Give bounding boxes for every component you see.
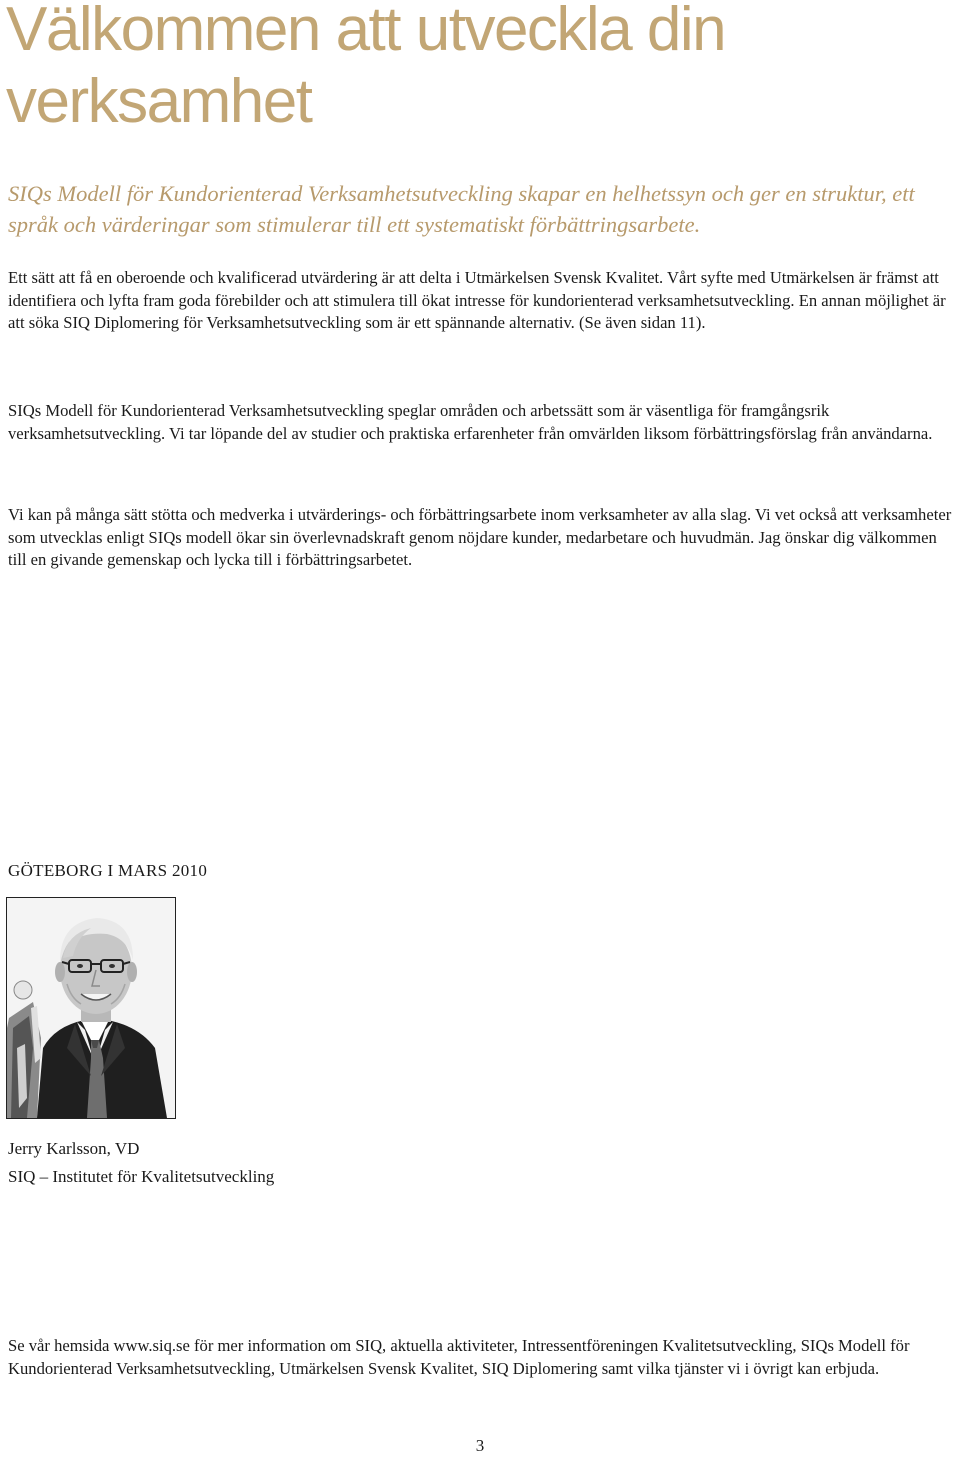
body-paragraph: Vi kan på många sätt stötta och medverka i utvärderings- och förbättringsarbete inom verksamheter av alla slag. Vi vet också att verksamheter som utvecklas enligt SIQs modell ökar sin överlevnadskraft genom nöjdare kunder, medarbetare och huvudmän. Jag önskar dig välkommen till en givande gemenskap och lycka till i förbättringsarbetet.	[8, 505, 952, 570]
place-date: GÖTEBORG I MARS 2010	[8, 861, 208, 880]
body-paragraph: SIQs Modell för Kundorienterad Verksamhetsutveckling speglar områden och arbetssätt som är väsentliga för framgångsrik verksamhetsutveckling. Vi tar löpande del av studier och praktiska erfarenheter från omvärlden liksom förbättringsförslag från användarna.	[8, 401, 933, 443]
page-number: 3	[475, 1436, 485, 1455]
portrait-photo	[6, 897, 176, 1119]
lead-paragraph: SIQs Modell för Kundorienterad Verksamhetsutveckling skapar en helhetssyn och ger en struktur, ett språk och värderingar som stimulerar till ett systematiskt förbättringsarbete.	[8, 181, 915, 237]
footer-info-paragraph: Se vår hemsida www.siq.se för mer information om SIQ, aktuella aktiviteter, Intressentföreningen Kvalitetsutveckling, SIQs Modell för Kundorienterad Verksamhetsutveckling, Utmärkelsen Svensk Kvalitet, SIQ Diplomering samt vilka tjänster vi i övrigt kan erbjuda.	[8, 1336, 910, 1378]
signer-organization: SIQ – Institutet för Kvalitetsutveckling	[8, 1167, 275, 1186]
page-heading: Välkommen att utveckla din verksamhet	[6, 0, 726, 136]
body-paragraph: Ett sätt att få en oberoende och kvalificerad utvärdering är att delta i Utmärkelsen Svensk Kvalitet. Vårt syfte med Utmärkelsen är främst att identifiera och lyfta fram goda förebilder och att stimulera till ökat intresse för kundorienterad verksamhetsutveckling. En annan möjlighet är att söka SIQ Diplomering för Verksamhetsutveckling som är ett spännande alternativ. (Se även sidan 11).	[8, 268, 946, 333]
signer-name: Jerry Karlsson, VD	[8, 1139, 140, 1158]
